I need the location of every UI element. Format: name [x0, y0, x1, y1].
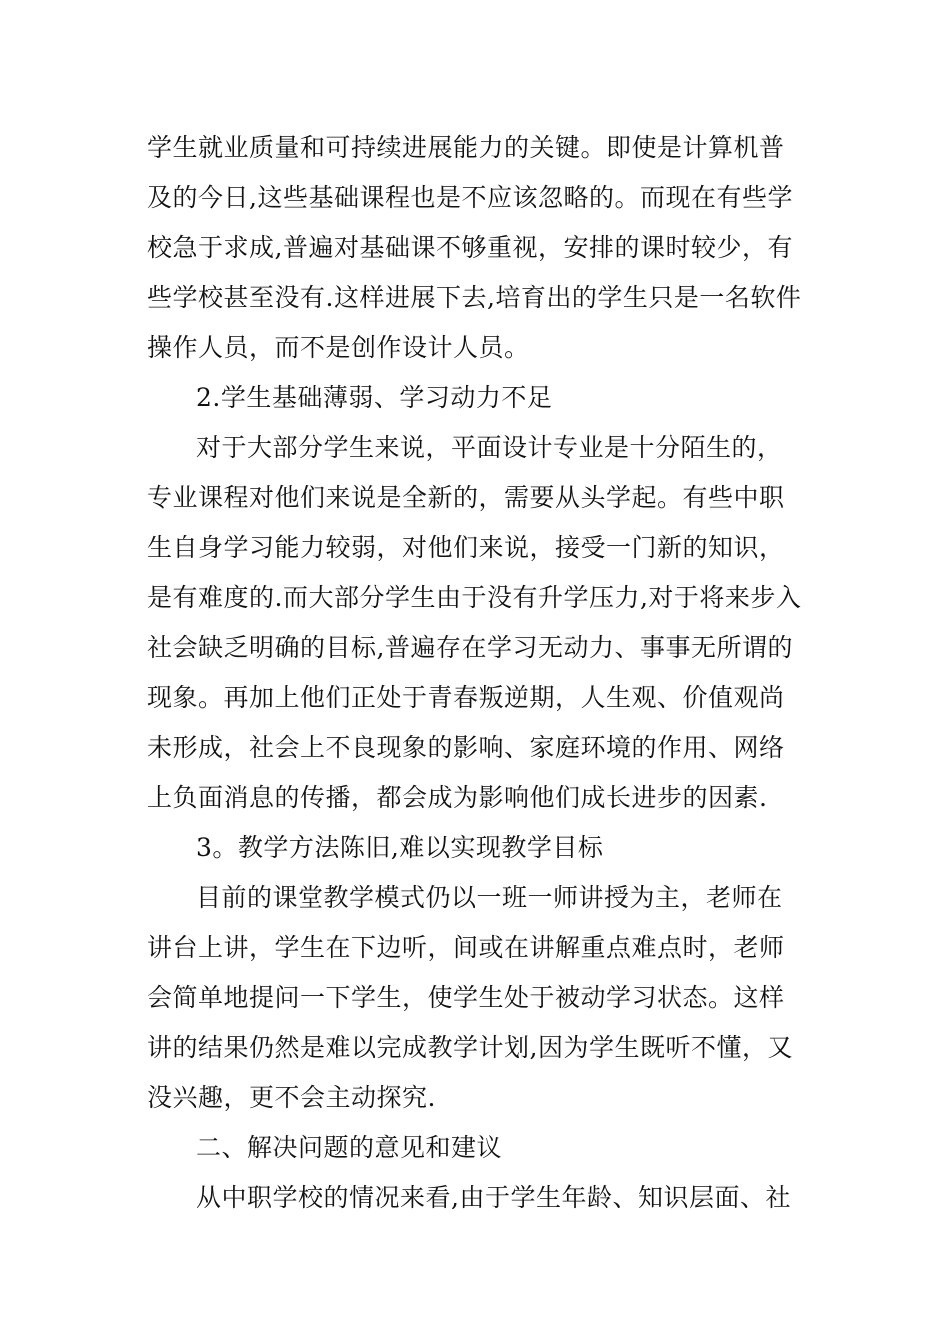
body-line: 上负面消息的传播，都会成为影响他们成长进步的因素.: [147, 783, 768, 812]
body-line: 社会缺乏明确的目标,普遍存在学习无动力、事事无所谓的: [147, 633, 793, 662]
body-line: 是有难度的.而大部分学生由于没有升学压力,对于将来步入: [147, 583, 802, 612]
section-heading: 2.学生基础薄弱、学习动力不足: [196, 383, 553, 412]
body-line: 生自身学习能力较弱，对他们来说，接受一门新的知识，: [147, 533, 785, 562]
body-line: 现象。再加上他们正处于青春叛逆期，人生观、价值观尚: [147, 683, 785, 712]
body-line: 专业课程对他们来说是全新的，需要从头学起。有些中职: [147, 483, 785, 512]
body-line: 些学校甚至没有.这样进展下去,培育出的学生只是一名软件: [147, 283, 802, 312]
paragraph-first-line: 从中职学校的情况来看,由于学生年龄、知识层面、社: [196, 1183, 791, 1212]
body-line: 讲的结果仍然是难以完成教学计划,因为学生既听不懂，又: [147, 1033, 793, 1062]
section-heading: 二、解决问题的意见和建议: [196, 1133, 503, 1162]
paragraph-first-line: 对于大部分学生来说，平面设计专业是十分陌生的，: [196, 433, 783, 462]
section-heading: 3。教学方法陈旧,难以实现教学目标: [196, 833, 604, 862]
body-line: 会简单地提问一下学生，使学生处于被动学习状态。这样: [147, 983, 785, 1012]
body-line: 讲台上讲，学生在下边听，间或在讲解重点难点时，老师: [147, 933, 785, 962]
body-line: 校急于求成,普遍对基础课不够重视，安排的课时较少，有: [147, 233, 793, 262]
body-line: 未形成，社会上不良现象的影响、家庭环境的作用、网络: [147, 733, 785, 762]
paragraph-first-line: 目前的课堂教学模式仍以一班一师讲授为主，老师在: [196, 883, 783, 912]
body-line: 学生就业质量和可持续进展能力的关键。即使是计算机普: [147, 133, 785, 162]
body-line: 操作人员，而不是创作设计人员。: [147, 333, 530, 362]
body-line: 及的今日,这些基础课程也是不应该忽略的。而现在有些学: [147, 183, 793, 212]
body-line: 没兴趣，更不会主动探究.: [147, 1083, 436, 1112]
